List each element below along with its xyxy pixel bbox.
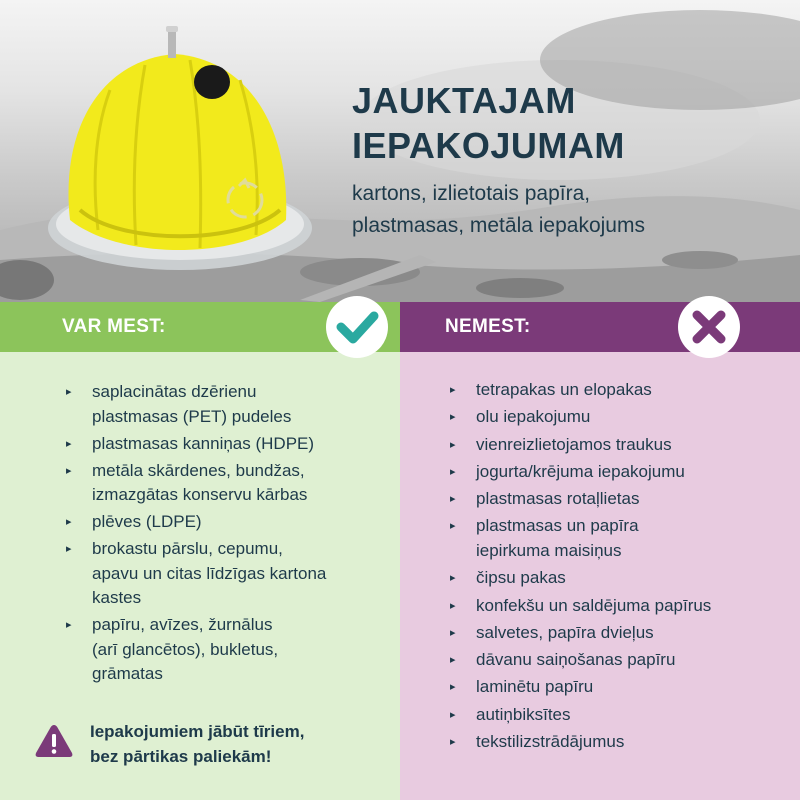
list-item-text: plastmasas rotaļlietas (476, 489, 640, 509)
bullet-icon: ▸ (450, 626, 456, 639)
bullet-icon: ▸ (450, 681, 456, 694)
list-item-text: iepirkuma maisiņus (476, 540, 622, 560)
list-item (450, 378, 790, 403)
bullet-icon: ▸ (450, 599, 456, 612)
list-item-text: tekstilizstrādājumus (476, 732, 625, 752)
list-item (66, 537, 386, 611)
bullet-icon: ▸ (450, 465, 456, 478)
list-item-text: saplacinātas dzērienu (92, 382, 257, 401)
list-item-text: plastmasas kanniņas (HDPE) (92, 433, 315, 453)
list-item-text: čipsu pakas (476, 568, 566, 588)
list-item (450, 433, 790, 458)
page-title (352, 78, 625, 168)
list-item-text: laminētu papīru (476, 677, 594, 697)
list-item-text: plēves (LDPE) (92, 512, 202, 531)
list-item-text: konfekšu un saldējuma papīrus (476, 595, 712, 615)
list-item (450, 514, 790, 563)
forbidden-column (400, 302, 800, 800)
list-item (450, 703, 790, 728)
list-item-text: dāvanu saiņošanas papīru (476, 650, 676, 670)
forbidden-list (450, 378, 790, 757)
list-item-text: kastes (92, 588, 142, 607)
bullet-icon: ▸ (450, 736, 456, 749)
list-item-text: papīru, avīzes, žurnālus (92, 615, 273, 634)
forbidden-header (400, 302, 800, 352)
bullet-icon: ▸ (66, 619, 72, 631)
page-subtitle (352, 178, 645, 242)
list-item (66, 613, 386, 687)
forbidden-badge (678, 296, 740, 358)
list-item-text: izmazgātas konservu kārbas (92, 485, 308, 504)
bullet-icon: ▸ (450, 520, 456, 533)
list-item (450, 648, 790, 673)
list-item (66, 432, 386, 457)
list-item (450, 594, 790, 619)
list-item-text: jogurta/krējuma iepakojumu (476, 461, 685, 481)
bullet-icon: ▸ (450, 708, 456, 721)
subtitle-line-1: kartons, izlietotais papīra, (352, 182, 591, 205)
list-item (450, 675, 790, 700)
list-item (450, 566, 790, 591)
bullet-icon: ▸ (66, 386, 72, 398)
hero-banner (0, 0, 800, 302)
list-item-text: olu iepakojumu (476, 407, 591, 427)
list-item (450, 730, 790, 755)
list-item-text: plastmasas (PET) pudeles (92, 406, 292, 426)
warning-line-2: bez pārtikas paliekām! (90, 747, 272, 766)
forbidden-label: NEMEST: (445, 316, 531, 337)
subtitle-line-2: plastmasas, metāla iepakojums (352, 214, 645, 237)
title-line-2: IEPAKOJUMAM (352, 125, 625, 166)
allowed-list (66, 380, 386, 689)
list-item-text: brokastu pārslu, cepumu, (92, 539, 283, 558)
bullet-icon: ▸ (66, 437, 72, 450)
title-line-1: JAUKTAJAM (352, 80, 576, 121)
bullet-icon: ▸ (450, 411, 456, 424)
bullet-icon: ▸ (450, 572, 456, 585)
list-item-text: grāmatas (92, 664, 163, 683)
list-item-text: plastmasas un papīra (476, 516, 639, 536)
list-item (450, 460, 790, 485)
list-item-text: tetrapakas un elopakas (476, 380, 652, 399)
bullet-icon: ▸ (450, 384, 456, 396)
recycling-bin-illustration (40, 20, 330, 280)
list-item-text: vienreizlietojamos traukus (476, 434, 672, 454)
warning-icon (34, 723, 74, 759)
list-item-text: autiņbiksītes (476, 704, 571, 724)
list-item-text: apavu un citas līdzīgas kartona (92, 563, 327, 583)
list-item (450, 405, 790, 430)
list-item (66, 459, 386, 508)
cross-icon (678, 296, 740, 358)
list-item-text: salvetes, papīra dvieļus (476, 622, 654, 642)
allowed-column (0, 302, 400, 800)
bullet-icon: ▸ (66, 516, 72, 528)
list-item (66, 380, 386, 429)
bullet-icon: ▸ (66, 543, 72, 555)
list-item (450, 487, 790, 512)
bullet-icon: ▸ (450, 493, 456, 506)
bullet-icon: ▸ (66, 464, 72, 477)
list-item-text: metāla skārdenes, bundžas, (92, 460, 305, 480)
allowed-label: VAR MEST: (62, 316, 166, 337)
bullet-icon: ▸ (450, 654, 456, 667)
allowed-badge (326, 296, 388, 358)
warning-line-1: Iepakojumiem jābūt tīriem, (90, 722, 305, 741)
warning-text (90, 719, 390, 769)
list-item (450, 621, 790, 646)
check-icon (326, 296, 388, 358)
list-item-text: (arī glancētos), bukletus, (92, 639, 279, 659)
list-item (66, 510, 386, 535)
bullet-icon: ▸ (450, 438, 456, 451)
